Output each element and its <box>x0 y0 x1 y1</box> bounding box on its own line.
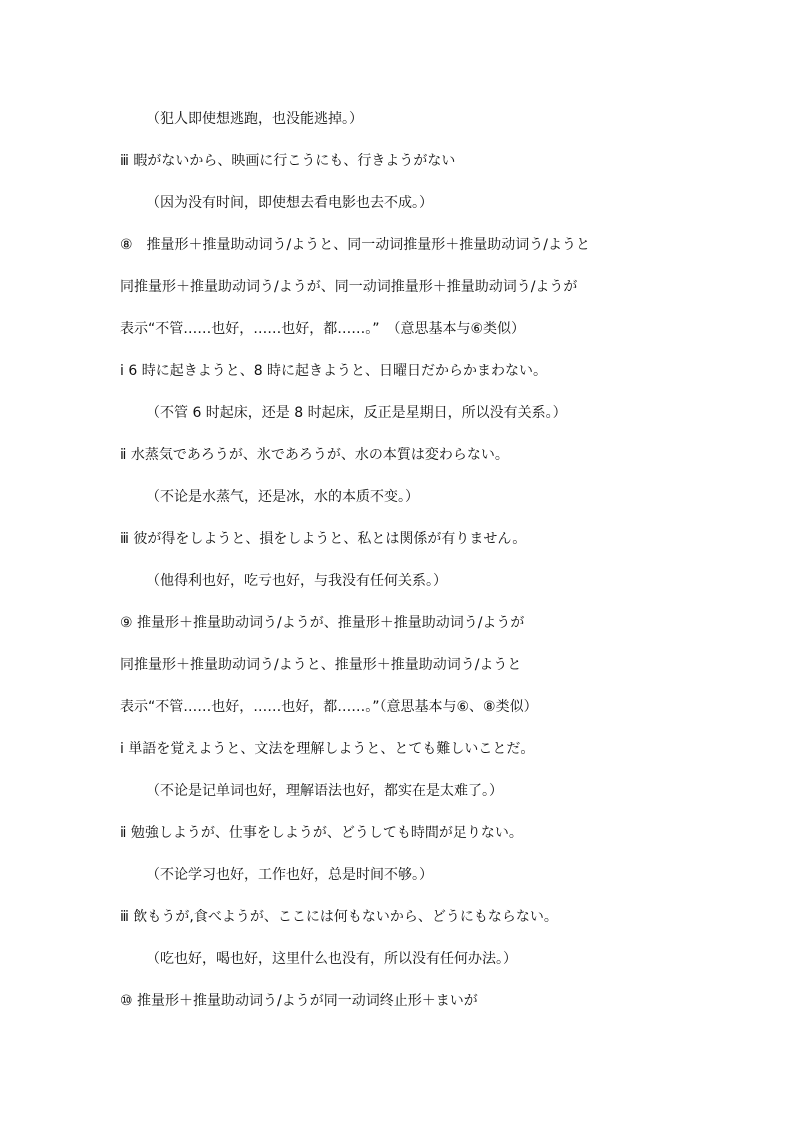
text-line: 表示“不管……也好，……也好，都……。” （意思基本与⑥类似） <box>120 321 526 337</box>
text-line: ⑨ 推量形＋推量助动词う/ようが、推量形＋推量助动词う/ようが <box>120 615 525 631</box>
text-line: （他得利也好，吃亏也好，与我没有任何关系。） <box>146 573 447 589</box>
text-line: ⅲ 飲もうが,食べようが、ここには何もないから、どうにもならない。 <box>120 909 558 925</box>
text-line: ⅲ 彼が得をしようと、損をしようと、私とは関係が有りません。 <box>120 531 527 547</box>
text-line: （不管 6 时起床，还是 8 时起床，反正是星期日，所以没有关系。） <box>146 405 567 421</box>
text-line: ⅱ 水蒸気であろうが、氷であろうが、水の本質は変わらない。 <box>120 447 509 463</box>
text-line: ⅲ 暇がないから、映画に行こうにも、行きようがない <box>120 153 456 169</box>
text-line: ⅰ 6 時に起きようと、8 時に起きようと、日曜日だからかまわない。 <box>120 363 548 379</box>
text-line: （犯人即使想逃跑，也没能逃掉。） <box>146 111 363 127</box>
text-line: 同推量形＋推量助动词う/ようと、推量形＋推量助动词う/ようと <box>120 657 522 673</box>
text-line: ⑩ 推量形＋推量助动词う/ようが同一动词终止形＋まいが <box>120 993 478 1009</box>
text-line: （不论学习也好，工作也好，总是时间不够。） <box>146 867 433 883</box>
text-line: 表示“不管……也好，……也好，都……。”（意思基本与⑥、⑧类似） <box>120 699 538 715</box>
text-line: ⅰ 単語を覚えようと、文法を理解しようと、とても難しいことだ。 <box>120 741 535 757</box>
text-line: 同推量形＋推量助动词う/ようが、同一动词推量形＋推量助动词う/ようが <box>120 279 578 295</box>
text-line: （不论是记单词也好，理解语法也好，都实在是太难了。） <box>146 783 503 799</box>
text-line: ⅱ 勉強しようが、仕事をしようが、どうしても時間が足りない。 <box>120 825 523 841</box>
text-line: （不论是水蒸气，还是冰，水的本质不变。） <box>146 489 419 505</box>
text-line: （吃也好，喝也好，这里什么也没有，所以没有任何办法。） <box>146 951 517 967</box>
text-line: ⑧ 推量形＋推量助动词う/ようと、同一动词推量形＋推量助动词う/ようと <box>120 237 590 253</box>
text-line: （因为没有时间，即使想去看电影也去不成。） <box>146 195 433 211</box>
